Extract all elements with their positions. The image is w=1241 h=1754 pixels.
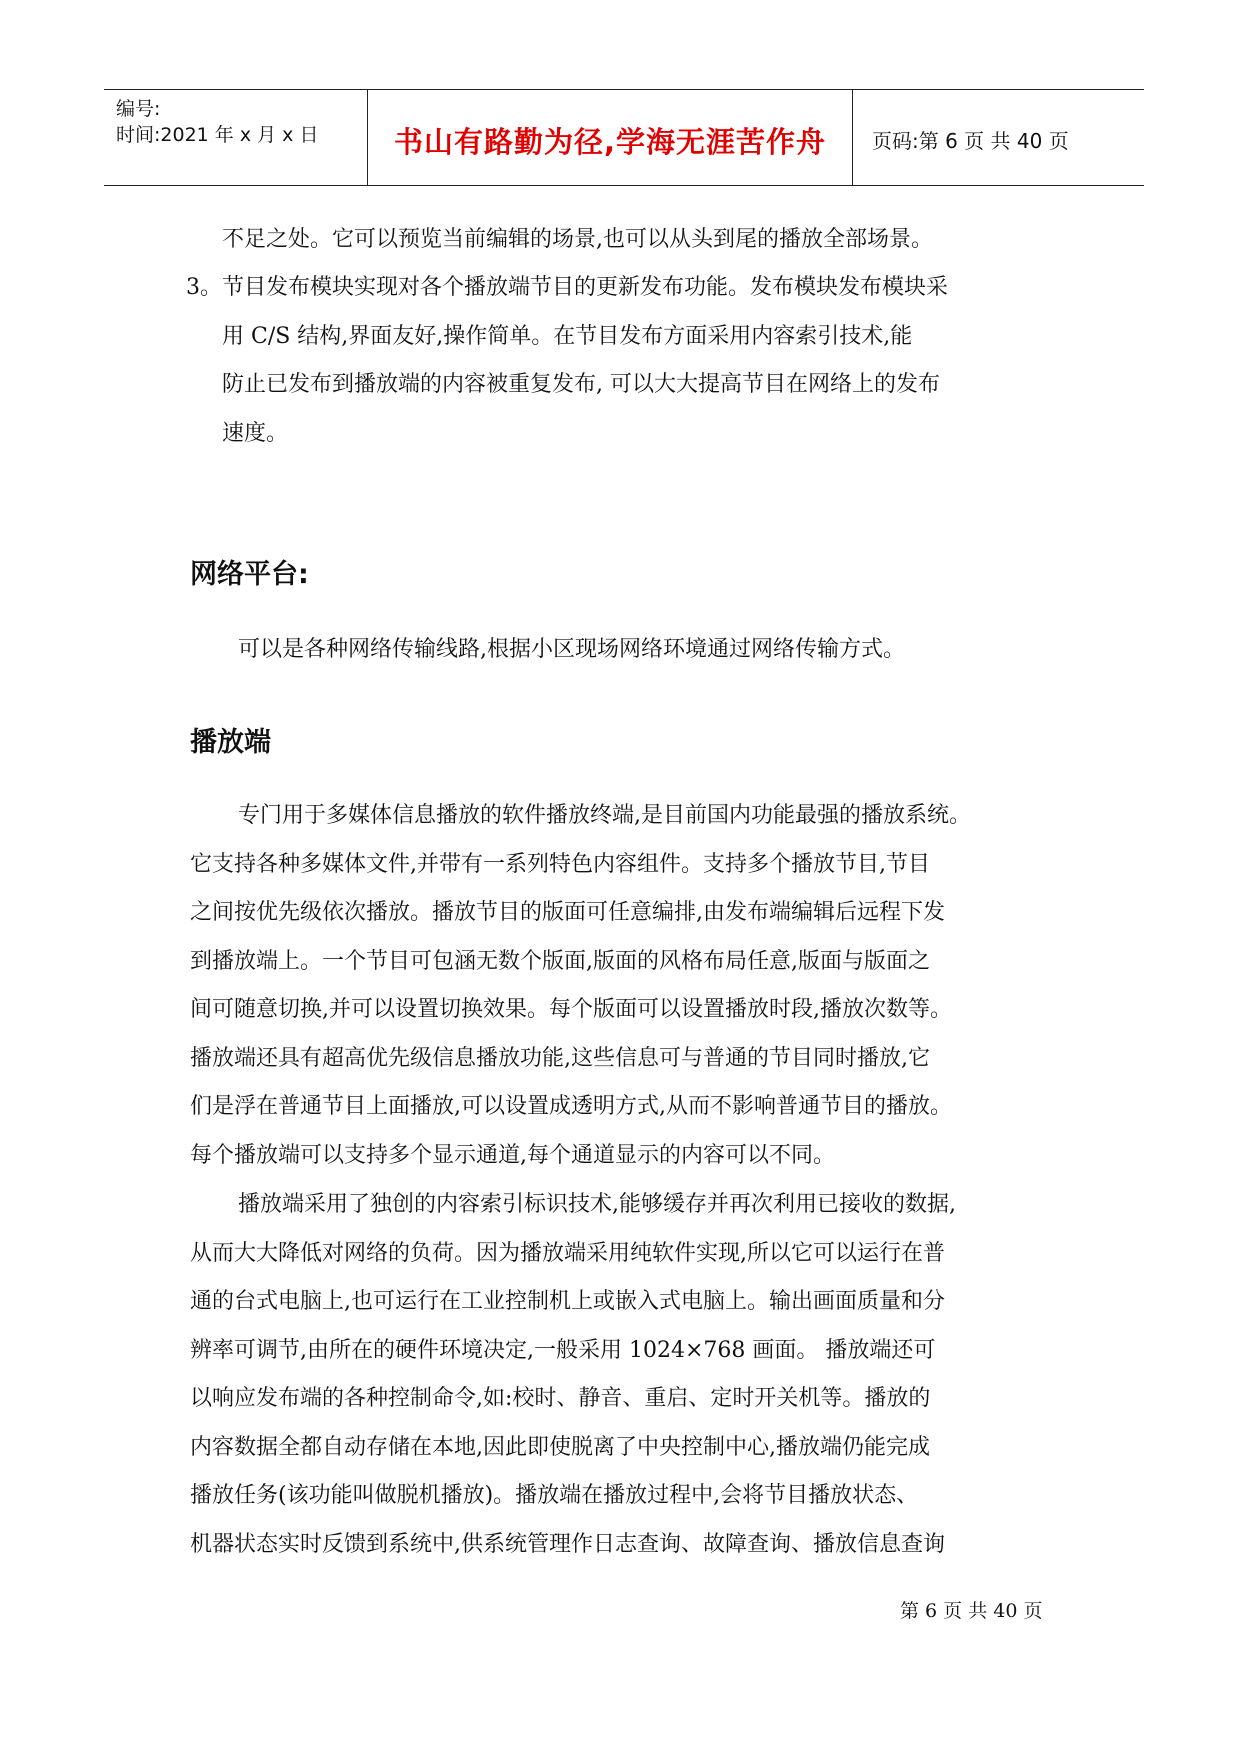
page-footer: 第 6 页 共 40 页 <box>900 1600 1043 1622</box>
header-meta-cell <box>104 90 368 185</box>
text-line: 播放任务(该功能叫做脱机播放)。播放端在播放过程中,会将节目播放状态、 <box>190 1483 919 1508</box>
text-line: 每个播放端可以支持多个显示通道,每个通道显示的内容可以不同。 <box>190 1142 835 1168</box>
section-heading-network: 网络平台: <box>190 559 309 590</box>
text-line: 以响应发布端的各种控制命令,如:校时、静音、重启、定时开关机等。播放的 <box>190 1386 931 1411</box>
section-network-paragraph <box>238 626 1118 675</box>
list-item-3-text <box>222 264 1102 458</box>
header-motto: 书山有路勤为径,学海无涯苦作舟 <box>393 125 827 159</box>
text-line: 辨率可调节,由所在的硬件环境决定,一般采用 1024×768 画面。 播放端还可 <box>190 1337 936 1363</box>
page-header <box>104 89 1144 186</box>
text-line: 它支持各种多媒体文件,并带有一系列特色内容组件。支持多个播放节目,节目 <box>190 851 930 877</box>
text-line: 之间按优先级依次播放。播放节目的版面可任意编排,由发布端编辑后远程下发 <box>190 900 945 925</box>
text-line: 播放端采用了独创的内容索引标识技术,能够缓存并再次利用已接收的数据, <box>238 1192 956 1217</box>
text-line: 防止已发布到播放端的内容被重复发布, 可以大大提高节目在网络上的发布 <box>222 372 940 397</box>
text-line: 用 C/S 结构,界面友好,操作简单。在节目发布方面采用内容索引技术,能 <box>222 323 913 349</box>
text-line: 播放端还具有超高优先级信息播放功能,这些信息可与普通的节目同时播放,它 <box>190 1045 930 1071</box>
section-player-paragraph-2 <box>190 1181 1070 1569</box>
section-player-paragraph-1 <box>190 792 1070 1180</box>
header-time-label: 时间:2021 年 x 月 x 日 <box>116 124 319 146</box>
text-line: 不足之处。它可以预览当前编辑的场景,也可以从头到尾的播放全部场景。 <box>222 227 933 252</box>
text-line: 到播放端上。一个节目可包涵无数个版面,版面的风格布局任意,版面与版面之 <box>190 948 930 974</box>
text-line: 们是浮在普通节目上面播放,可以设置成透明方式,从而不影响普通节目的播放。 <box>190 1094 952 1119</box>
header-motto-cell <box>368 90 853 185</box>
list-item-number: 3。 <box>186 275 222 300</box>
intro-paragraph <box>222 216 1102 265</box>
text-line: 可以是各种网络传输线路,根据小区现场网络环境通过网络传输方式。 <box>238 637 905 662</box>
section-heading-player: 播放端 <box>190 727 271 758</box>
header-page-label: 页码:第 6 页 共 40 页 <box>872 129 1069 153</box>
text-line: 通的台式电脑上,也可运行在工业控制机上或嵌入式电脑上。输出画面质量和分 <box>190 1289 945 1314</box>
text-line: 机器状态实时反馈到系统中,供系统管理作日志查询、故障查询、播放信息查询 <box>190 1531 945 1557</box>
text-line: 内容数据全都自动存储在本地,因此即使脱离了中央控制中心,播放端仍能完成 <box>190 1434 930 1460</box>
header-number-label: 编号: <box>116 98 161 120</box>
text-line: 速度。 <box>222 420 289 446</box>
text-line: 节目发布模块实现对各个播放端节目的更新发布功能。发布模块发布模块采 <box>222 275 949 300</box>
header-page-cell <box>854 90 1144 185</box>
text-line: 从而大大降低对网络的负荷。因为播放端采用纯软件实现,所以它可以运行在普 <box>190 1240 945 1266</box>
text-line: 专门用于多媒体信息播放的软件播放终端,是目前国内功能最强的播放系统。 <box>238 803 971 828</box>
text-line: 间可随意切换,并可以设置切换效果。每个版面可以设置播放时段,播放次数等。 <box>190 997 952 1022</box>
